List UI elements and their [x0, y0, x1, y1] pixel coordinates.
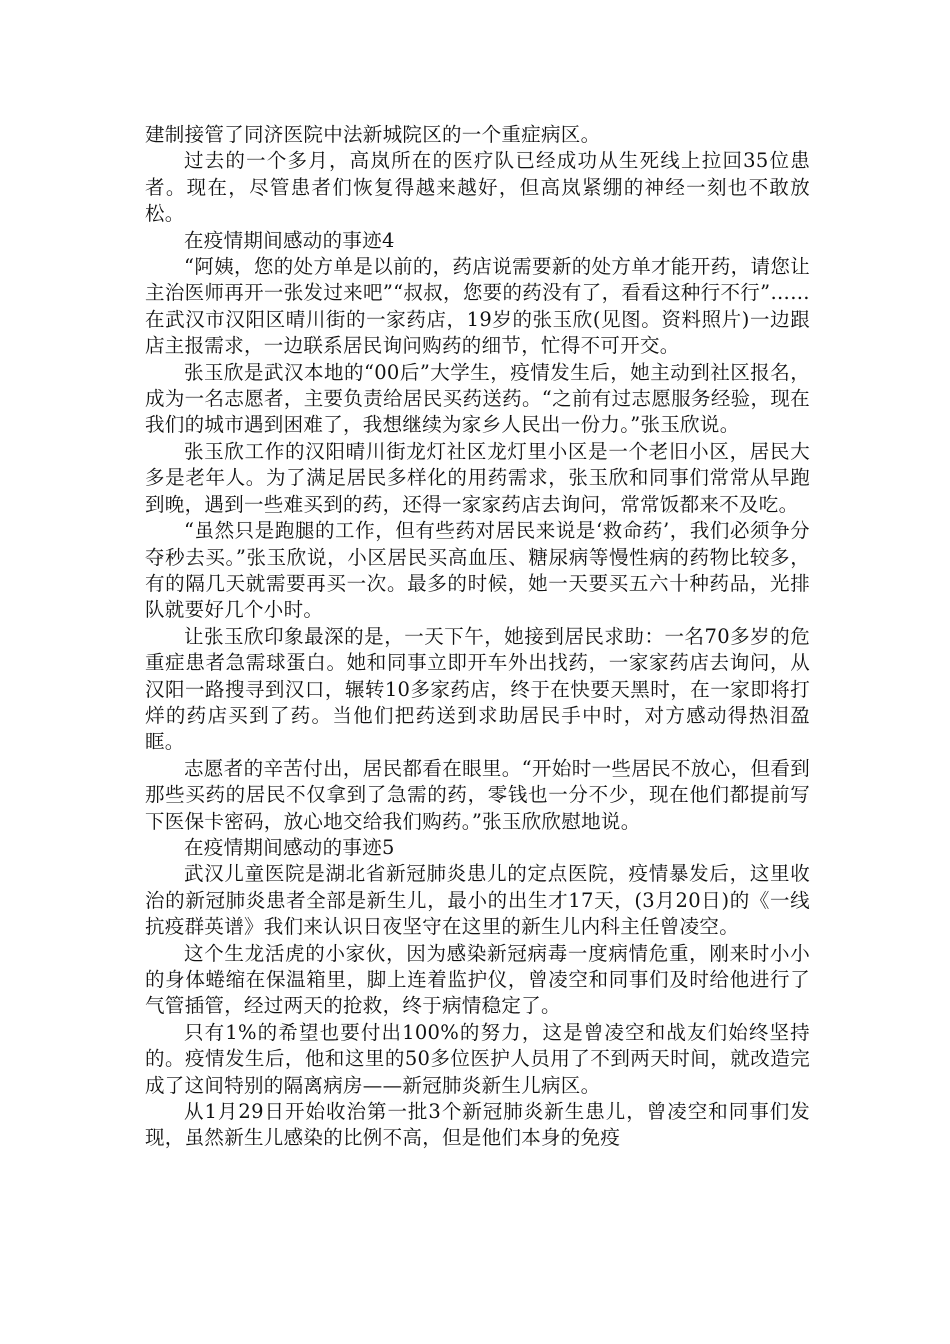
paragraph: 张玉欣工作的汉阳晴川街龙灯社区龙灯里小区是一个老旧小区，居民大多是老年人。为了满足居民多样化的用药需求，张玉欣和同事们常常从早跑到晚，遇到一些难买到的药，还得一家家药店去询问，常常饭都来不及吃。: [145, 439, 810, 516]
paragraph: 志愿者的辛苦付出，居民都看在眼里。“开始时一些居民不放心，但看到那些买药的居民不仅拿到了急需的药，零钱也一分不少，现在他们都提前写下医保卡密码，放心地交给我们购药。”张玉欣欣慰地说。: [145, 756, 810, 833]
paragraph: 只有1%的希望也要付出100%的努力，这是曾凌空和战友们始终坚持的。疫情发生后，他和这里的50多位医护人员用了不到两天时间，就改造完成了这间特别的隔离病房——新冠肺炎新生儿病区。: [145, 1020, 810, 1097]
paragraph: 让张玉欣印象最深的是，一天下午，她接到居民求助：一名70多岁的危重症患者急需球蛋白。她和同事立即开车外出找药，一家家药店去询问，从汉阳一路搜寻到汉口，辗转10多家药店，终于在快要天黑时，在一家即将打烊的药店买到了药。当他们把药送到求助居民手中时，对方感动得热泪盈眶。: [145, 624, 810, 754]
paragraph: 这个生龙活虎的小家伙，因为感染新冠病毒一度病情危重，刚来时小小的身体蜷缩在保温箱里，脚上连着监护仪，曾凌空和同事们及时给他进行了气管插管，经过两天的抢救，终于病情稳定了。: [145, 941, 810, 1018]
section-heading: 在疫情期间感动的事迹5: [184, 835, 395, 859]
paragraph: 从1月29日开始收治第一批3个新冠肺炎新生患儿，曾凌空和同事们发现，虽然新生儿感染的比例不高，但是他们本身的免疫: [145, 1100, 810, 1150]
paragraph: 过去的一个多月，高岚所在的医疗队已经成功从生死线上拉回35位患者。现在，尽管患者们恢复得越来越好，但高岚紧绷的神经一刻也不敢放松。: [145, 149, 810, 226]
section-heading: 在疫情期间感动的事迹4: [184, 228, 395, 252]
paragraph: “阿姨，您的处方单是以前的，药店说需要新的处方单才能开药，请您让主治医师再开一张发过来吧”“叔叔，您要的药没有了，看看这种行不行”……在武汉市汉阳区晴川街的一家药店，19岁的张玉欣(见图。资料照片)一边跟店主报需求，一边联系居民询问购药的细节，忙得不可开交。: [145, 255, 810, 358]
paragraph: 武汉儿童医院是湖北省新冠肺炎患儿的定点医院，疫情暴发后，这里收治的新冠肺炎患者全部是新生儿，最小的出生才17天，(3月20日)的《一线抗疫群英谱》我们来认识日夜坚守在这里的新生儿内科主任曾凌空。: [145, 862, 810, 939]
document-body: [145, 122, 810, 1152]
paragraph: 张玉欣是武汉本地的“00后”大学生，疫情发生后，她主动到社区报名，成为一名志愿者，主要负责给居民买药送药。“之前有过志愿服务经验，现在我们的城市遇到困难了，我想继续为家乡人民出一份力。”张玉欣说。: [145, 360, 810, 437]
paragraph: “虽然只是跑腿的工作，但有些药对居民来说是‘救命药’，我们必须争分夺秒去买。”张玉欣说，小区居民买高血压、糖尿病等慢性病的药物比较多，有的隔几天就需要再买一次。最多的时候，她一天要买五六十种药品，光排队就要好几个小时。: [145, 519, 810, 622]
paragraph: 建制接管了同济医院中法新城院区的一个重症病区。: [145, 123, 601, 146]
